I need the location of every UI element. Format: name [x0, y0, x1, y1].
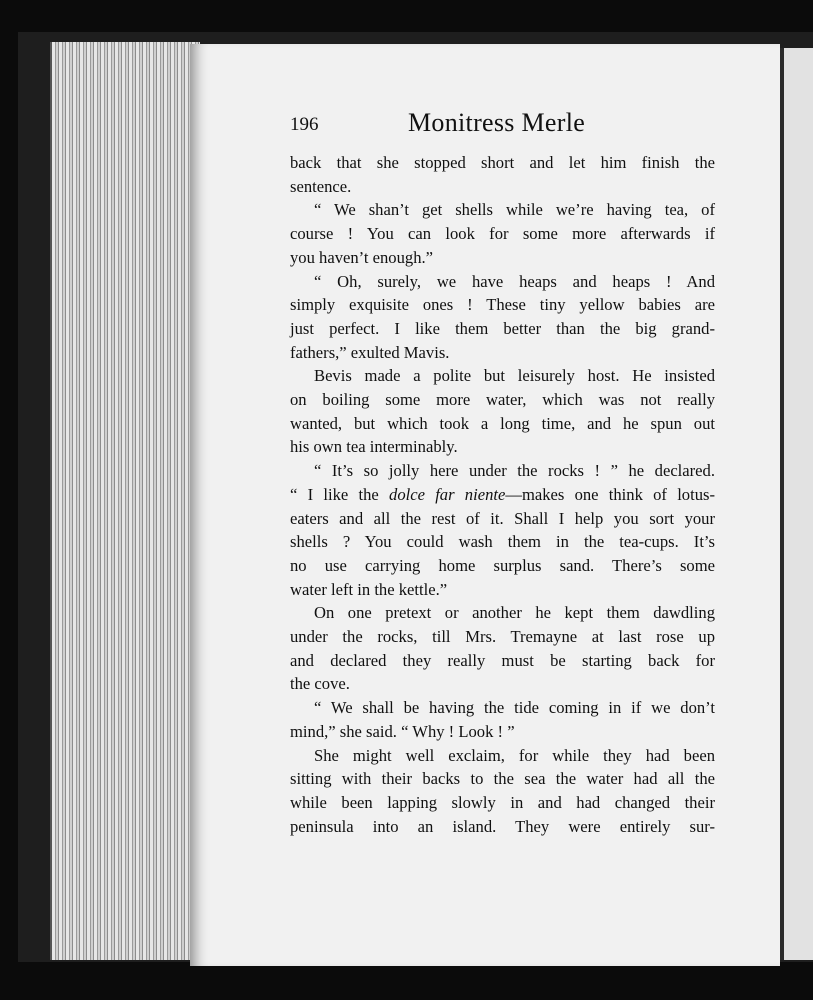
facing-page-edge: [780, 48, 813, 960]
text-line: On one pretext or another he kept them dawdling: [314, 603, 715, 623]
body-text: [290, 151, 715, 838]
text-line: his own tea interminably.: [290, 437, 458, 457]
text-line: “ Oh, surely, we have heaps and heaps ! And: [314, 271, 715, 291]
text-line: eaters and all the rest of it. Shall I help you sort your: [290, 508, 715, 528]
text-line: the cove.: [290, 674, 350, 694]
text-line: wanted, but which took a long time, and he spun out: [290, 413, 715, 433]
page-edges: [50, 42, 200, 960]
text-line: “ We shall be having the tide coming in if we don’t: [314, 698, 715, 718]
text-line: “ I like the dolce far niente—makes one think of lotus-: [290, 484, 715, 504]
running-header: [290, 108, 720, 144]
text-line: on boiling some more water, which was not really: [290, 390, 715, 410]
text-line: mind,” she said. “ Why ! Look ! ”: [290, 721, 515, 741]
text-line: while been lapping slowly in and had changed their: [290, 792, 715, 812]
text-line: and declared they really must be starting back for: [290, 650, 715, 670]
italic-phrase: dolce far niente: [389, 484, 506, 504]
text-line: “ It’s so jolly here under the rocks ! ” he declared.: [314, 461, 715, 481]
text-line: water left in the kettle.”: [290, 579, 448, 599]
text-line: under the rocks, till Mrs. Tremayne at last rose up: [290, 627, 715, 647]
text-line: fathers,” exulted Mavis.: [290, 342, 450, 362]
text-line: peninsula into an island. They were entirely sur-: [290, 816, 715, 836]
text-line: just perfect. I like them better than the big grand-: [290, 318, 715, 338]
text-line: sentence.: [290, 176, 352, 196]
text-line: shells ? You could wash them in the tea-cups. It’s: [290, 532, 715, 552]
page-number: 196: [290, 114, 319, 135]
text-line: you haven’t enough.”: [290, 247, 434, 267]
text-line: course ! You can look for some more afterwards if: [290, 224, 715, 244]
text-line: She might well exclaim, for while they had been: [314, 745, 715, 765]
text-line: Bevis made a polite but leisurely host. He insisted: [314, 366, 715, 386]
text-line: no use carrying home surplus sand. There’s some: [290, 555, 715, 575]
text-line: “ We shan’t get shells while we’re having tea, of: [314, 200, 715, 220]
text-line: sitting with their backs to the sea the water had all the: [290, 769, 715, 789]
text-line: simply exquisite ones ! These tiny yellow babies are: [290, 295, 715, 315]
running-title: Monitress Merle: [408, 108, 586, 137]
text-line: back that she stopped short and let him finish the: [290, 153, 715, 172]
